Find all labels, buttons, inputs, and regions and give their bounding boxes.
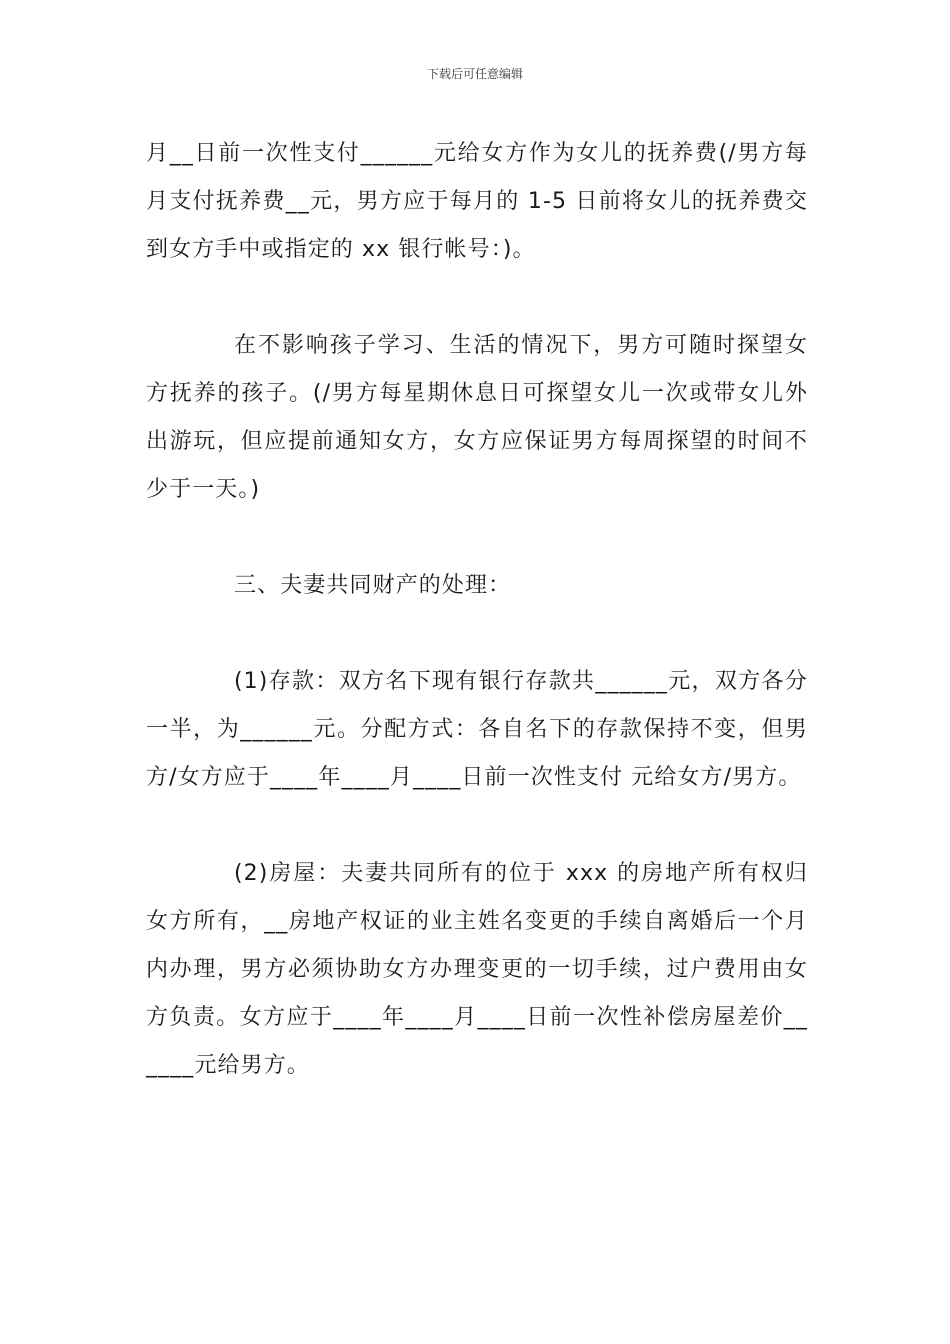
paragraph-visitation: 在不影响孩子学习、生活的情况下，男方可随时探望女方抚养的孩子。(/男方每星期休息日可探望女儿一次或带女儿外出游玩，但应提前通知女方，女方应保证男方每周探望的时间不少于一天。): [146, 333, 808, 502]
document-body: [146, 130, 808, 1090]
paragraph-child-support-payment: 月__日前一次性支付______元给女方作为女儿的抚养费(/男方每月支付抚养费__元，男方应于每月的 1-5 日前将女儿的抚养费交到女方手中或指定的 xx 银行帐号：)。: [146, 141, 808, 262]
paragraph-spacer: [146, 274, 808, 322]
paragraph-spacer: [146, 514, 808, 562]
section-heading-joint-property: 三、夫妻共同财产的处理：: [234, 573, 512, 598]
paragraph-house: (2)房屋：夫妻共同所有的位于 xxx 的房地产所有权归女方所有，__房地产权证的业主姓名变更的手续自离婚后一个月内办理，男方必须协助女方办理变更的一切手续，过户费用由女方负责。女方应于____年____月____日前一次性补偿房屋差价______元给男方。: [146, 861, 808, 1078]
paragraph-spacer: [146, 802, 808, 850]
page-header: 下载后可任意编辑: [426, 67, 523, 81]
paragraph-savings: (1)存款：双方名下现有银行存款共______元，双方各分一半，为______元。分配方式：各自名下的存款保持不变，但男方/女方应于____年____月____日前一次性支付 元给女方/男方。: [146, 669, 808, 790]
paragraph-spacer: [146, 610, 808, 658]
